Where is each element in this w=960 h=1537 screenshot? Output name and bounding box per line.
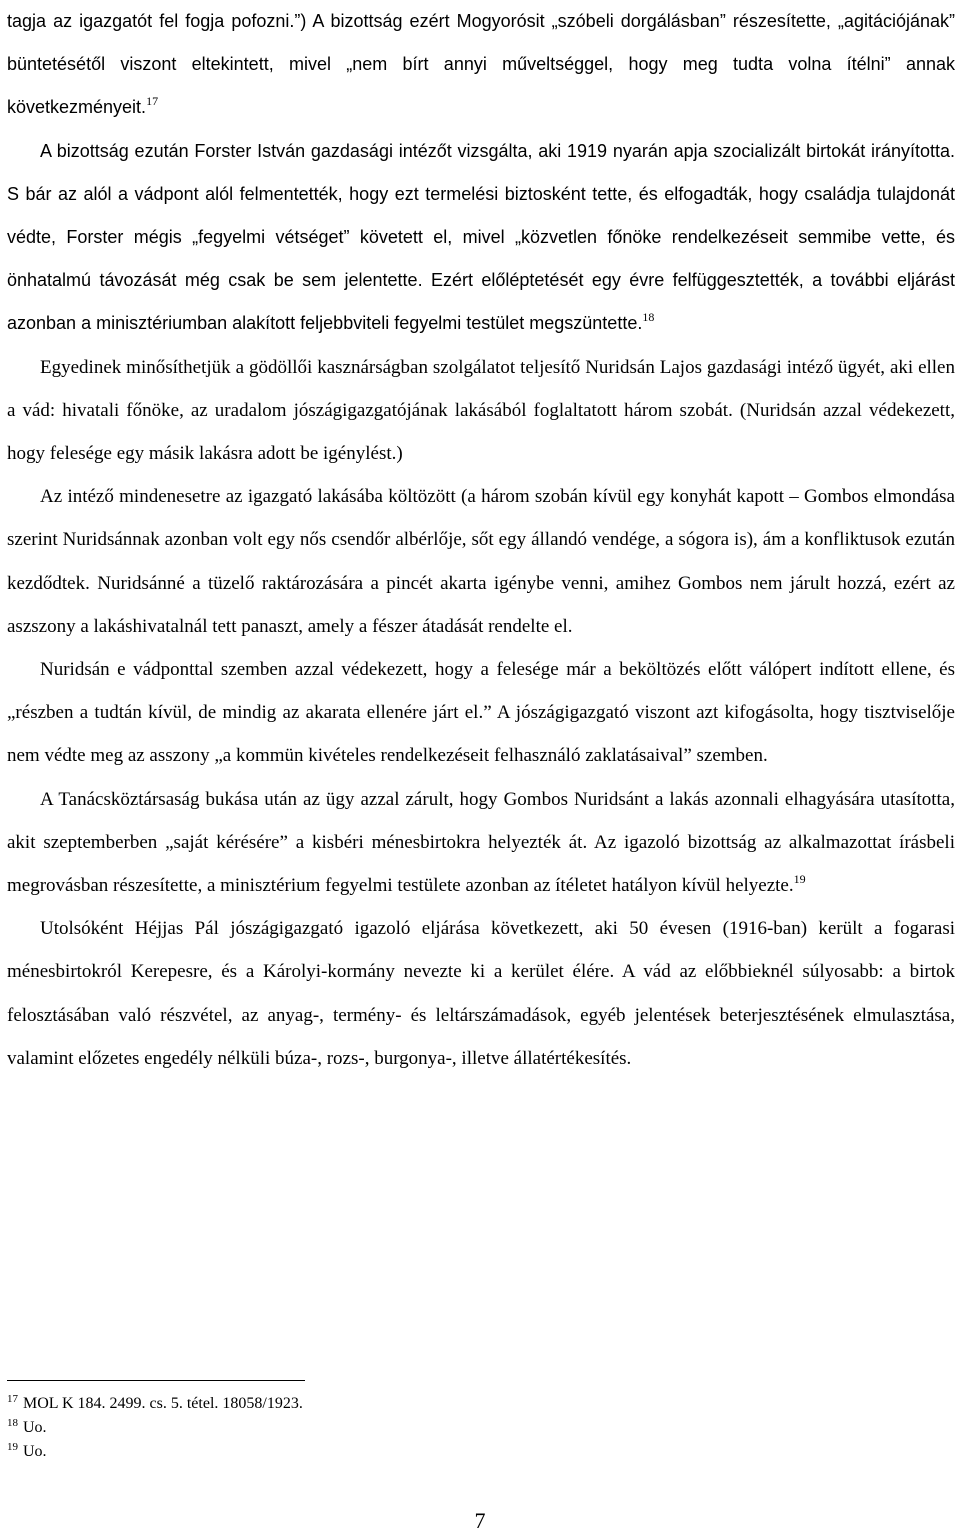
footnote-reference: 17 <box>146 94 159 109</box>
footnote <box>7 1416 907 1440</box>
paragraph-text: Utolsóként Héjjas Pál jószágigazgató igazoló eljárása következett, aki 50 évesen (1916-ban) került a fogarasi ménesbirtokról Kerepesre, és a Károlyi-kormány nevezte ki a kerület élére. A vád az előbbieknél súlyosabb: a birtok felosztásában való részvétel, az anyag-, termény- és leltárszámadások, egyéb jelentések beterjesztésének elmulasztása, valamint előzetes engedély nélküli búza-, rozs-, burgonya-, illetve állatértékesítés. <box>7 918 955 1069</box>
footnote-number: 19 <box>7 1441 18 1453</box>
footnote-separator <box>7 1380 305 1381</box>
footnote-text: Uo. <box>23 1419 47 1436</box>
paragraph-text: tagja az igazgatót fel fogja pofozni.”) A bizottság ezért Mogyorósit „szóbeli dorgálásban” részesítette, „agitációjának” büntetésétől viszont eltekintett, mivel „nem bírt annyi műveltséggel, hogy meg tudta volna ítélni” annak következményeit. <box>7 11 955 118</box>
paragraph <box>7 648 955 778</box>
paragraph-text: A Tanácsköztársaság bukása után az ügy azzal zárult, hogy Gombos Nuridsánt a lakás azonnali elhagyására utasította, akit szeptemberben „saját kérésére” a kisbéri ménesbirtokra helyezték át. Az igazoló bizottság az alkalmazottat írásbeli megrovásban részesítette, a minisztérium fegyelmi testülete azonban az ítéletet hatályon kívül helyezte. <box>7 788 955 897</box>
footnote <box>7 1392 907 1416</box>
paragraph <box>7 346 955 476</box>
paragraph <box>7 475 955 648</box>
footnote <box>7 1440 907 1464</box>
paragraph <box>7 778 955 908</box>
footnote-text: MOL K 184. 2499. cs. 5. tétel. 18058/1923. <box>23 1395 303 1412</box>
body-text <box>7 0 955 1080</box>
footnote-number: 17 <box>7 1393 18 1405</box>
footnote-reference: 19 <box>793 872 806 887</box>
paragraph <box>7 130 955 346</box>
paragraph-text: Nuridsán e vádponttal szemben azzal védekezett, hogy a felesége már a beköltözés előtt válópert indított ellene, és „részben a tudtán kívül, de mindig az akarata ellenére járt el.” A jószágigazgató viszont azt kifogásolta, hogy tisztviselője nem védte meg az asszony „a kommün kivételes rendelkezéseit felhasználó zaklatásaival” szemben. <box>7 659 955 767</box>
page-number: 7 <box>474 1508 486 1533</box>
footnote-number: 18 <box>7 1417 18 1429</box>
paragraph <box>7 0 955 130</box>
footnote-reference: 18 <box>642 310 655 325</box>
paragraph-text: Az intéző mindenesetre az igazgató lakásába költözött (a három szobán kívül egy konyhát kapott – Gombos elmondása szerint Nuridsánnak azonban volt egy nős csendőr albérlője, sőt egy állandó vendége, a sógora is), ám a konfliktusok ezután kezdődtek. Nuridsánné a tüzelő raktározására a pincét akarta igénybe venni, amihez Gombos nem járult hozzá, ezért az aszszony a lakáshivatalnál tett panaszt, amely a fészer átadását rendelte el. <box>7 486 955 637</box>
paragraph-text: Ezért előléptetését egy évre felfüggesztették, a további eljárást azonban a minisztériumban alakított feljebbviteli fegyelmi testület megszüntette. <box>7 270 956 334</box>
footnotes <box>7 1392 907 1464</box>
footnote-text: Uo. <box>23 1443 47 1460</box>
paragraph-text: A bizottság ezután Forster István gazdasági intézőt vizsgálta, aki 1919 nyarán apja szocializált birtokát irányította. S bár az alól a vádpont alól felmentették, hogy ezt termelési biztosként tette, és elfogadták, hogy családja tulajdonát védte, Forster mégis „fegyelmi vétséget” követett el, mivel „közvetlen főnöke rendelkezéseit semmibe vette, és önhatalmú távozását még csak be sem jelentette. <box>7 140 955 291</box>
paragraph <box>7 907 955 1080</box>
paragraph-text: Egyedinek minősíthetjük a gödöllői kasznárságban szolgálatot teljesítő Nuridsán Lajos gazdasági intéző ügyét, aki ellen a vád: hivatali főnöke, az uradalom jószágigazgatójának lakásából foglaltatott három szobát. (Nuridsán azzal védekezett, hogy felesége egy másik lakásra adott be igénylést.) <box>7 356 955 465</box>
